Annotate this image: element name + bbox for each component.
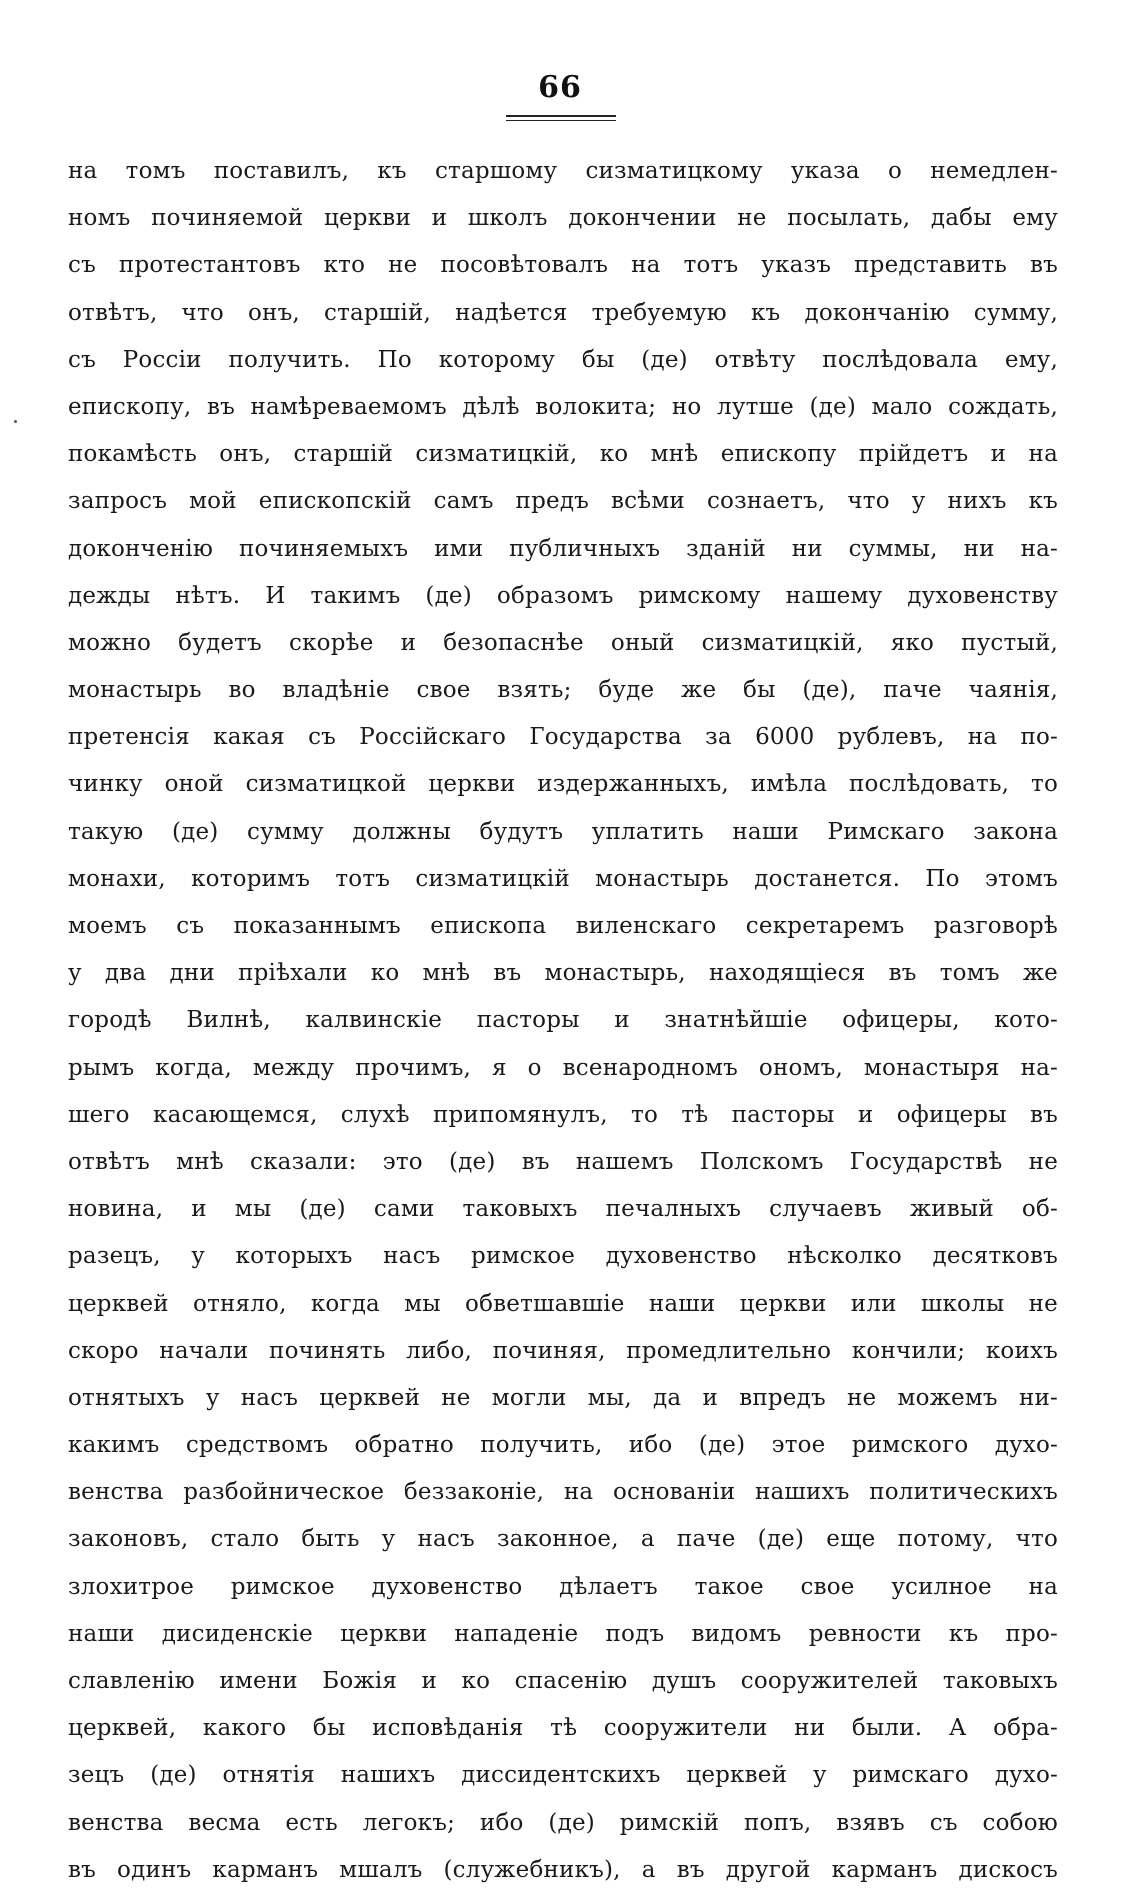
text-line: запросъ мой епископскій самъ предъ всѣми сознаетъ, что у нихъ къ xyxy=(68,488,1058,515)
text-line: моемъ съ показаннымъ епископа виленскаго секретаремъ разговорѣ xyxy=(68,913,1058,939)
text-line: скоро начали починять либо, починяя, промедлительно кончили; коихъ xyxy=(68,1337,1058,1364)
text-line: съ протестантовъ кто не посовѣтовалъ на тотъ указъ представить въ xyxy=(68,252,1058,279)
text-line: отвѣтъ мнѣ сказали: это (де) въ нашемъ Полскомъ Государствѣ не xyxy=(68,1148,1058,1175)
text-line: церквей отняло, когда мы обветшавшіе наши церкви или школы не xyxy=(68,1290,1058,1317)
text-line: новина, и мы (де) сами таковыхъ печалныхъ случаевъ живый об- xyxy=(68,1196,1058,1223)
text-line: епископу, въ намѣреваемомъ дѣлѣ волокита; но лутше (де) мало сождать, xyxy=(68,393,1058,420)
text-line: славленію имени Божія и ко спасенію душъ сооружителей таковыхъ xyxy=(68,1668,1058,1694)
text-line: шего касающемся, слухѣ припомянулъ, то тѣ пасторы и офицеры въ xyxy=(68,1101,1058,1128)
page-number: 66 xyxy=(538,70,582,105)
text-line: разецъ, у которыхъ насъ римское духовенство нѣсколко десятковъ xyxy=(68,1243,1058,1270)
text-line: отнятыхъ у насъ церквей не могли мы, да и впредъ не можемъ ни- xyxy=(68,1384,1058,1411)
text-line: чинку оной сизматицкой церкви издержанныхъ, имѣла послѣдовать, то xyxy=(68,771,1058,798)
text-line: какимъ средствомъ обратно получить, ибо (де) этое римского духо- xyxy=(68,1432,1058,1459)
text-line: на томъ поставилъ, къ старшому сизматицкому указа о немедлен- xyxy=(68,158,1058,184)
text-line: злохитрое римское духовенство дѣлаетъ такое свое усилное на xyxy=(68,1573,1058,1600)
body-text xyxy=(68,148,1058,1894)
text-line: монахи, которимъ тотъ сизматицкій монастырь достанется. По этомъ xyxy=(68,865,1058,892)
text-line: венства разбойническое беззаконіе, на основаніи нашихъ политическихъ xyxy=(68,1479,1058,1506)
text-line: рымъ когда, между прочимъ, я о всенародномъ ономъ, монастыря на- xyxy=(68,1054,1058,1081)
text-line: зецъ (де) отнятія нашихъ диссидентскихъ церквей у римскаго духо- xyxy=(68,1762,1058,1789)
margin-speck xyxy=(14,420,17,423)
page-number-rule xyxy=(506,115,616,121)
text-line: церквей, какого бы исповѣданія тѣ сооружители ни были. А обра- xyxy=(68,1715,1058,1742)
text-line: покамѣсть онъ, старшій сизматицкій, ко мнѣ епископу прійдетъ и на xyxy=(68,441,1058,468)
text-line: венства весма есть легокъ; ибо (де) римскій попъ, взявъ съ собою xyxy=(68,1809,1058,1836)
text-line: такую (де) сумму должны будутъ уплатить наши Римскаго закона xyxy=(68,818,1058,845)
text-line: съ Россіи получить. По которому бы (де) отвѣту послѣдовала ему, xyxy=(68,346,1058,373)
text-line: претенсія какая съ Россійскаго Государства за 6000 рублевъ, на по- xyxy=(68,724,1058,751)
text-line: городѣ Вилнѣ, калвинскіе пасторы и знатнѣйшіе офицеры, кото- xyxy=(68,1007,1058,1034)
text-line: въ одинъ карманъ мшалъ (служебникъ), а въ другой карманъ дискосъ xyxy=(68,1856,1058,1883)
text-line: монастырь во владѣніе свое взять; буде же бы (де), паче чаянія, xyxy=(68,677,1058,704)
text-line: номъ починяемой церкви и школъ докончении не посылать, дабы ему xyxy=(68,205,1058,232)
text-line: дежды нѣтъ. И такимъ (де) образомъ римскому нашему духовенству xyxy=(68,582,1058,609)
text-line: отвѣтъ, что онъ, старшій, надѣется требуемую къ докончанію сумму, xyxy=(68,299,1058,326)
text-line: наши дисиденскіе церкви нападеніе подъ видомъ ревности къ про- xyxy=(68,1620,1058,1647)
text-line: законовъ, стало быть у насъ законное, а паче (де) еще потому, что xyxy=(68,1526,1058,1553)
text-line: у два дни пріѣхали ко мнѣ въ монастырь, находящіеся въ томъ же xyxy=(68,960,1058,987)
text-line: доконченію починяемыхъ ими публичныхъ зданій ни суммы, ни на- xyxy=(68,535,1058,562)
text-line: можно будетъ скорѣе и безопаснѣе оный сизматицкій, яко пустый, xyxy=(68,629,1058,656)
